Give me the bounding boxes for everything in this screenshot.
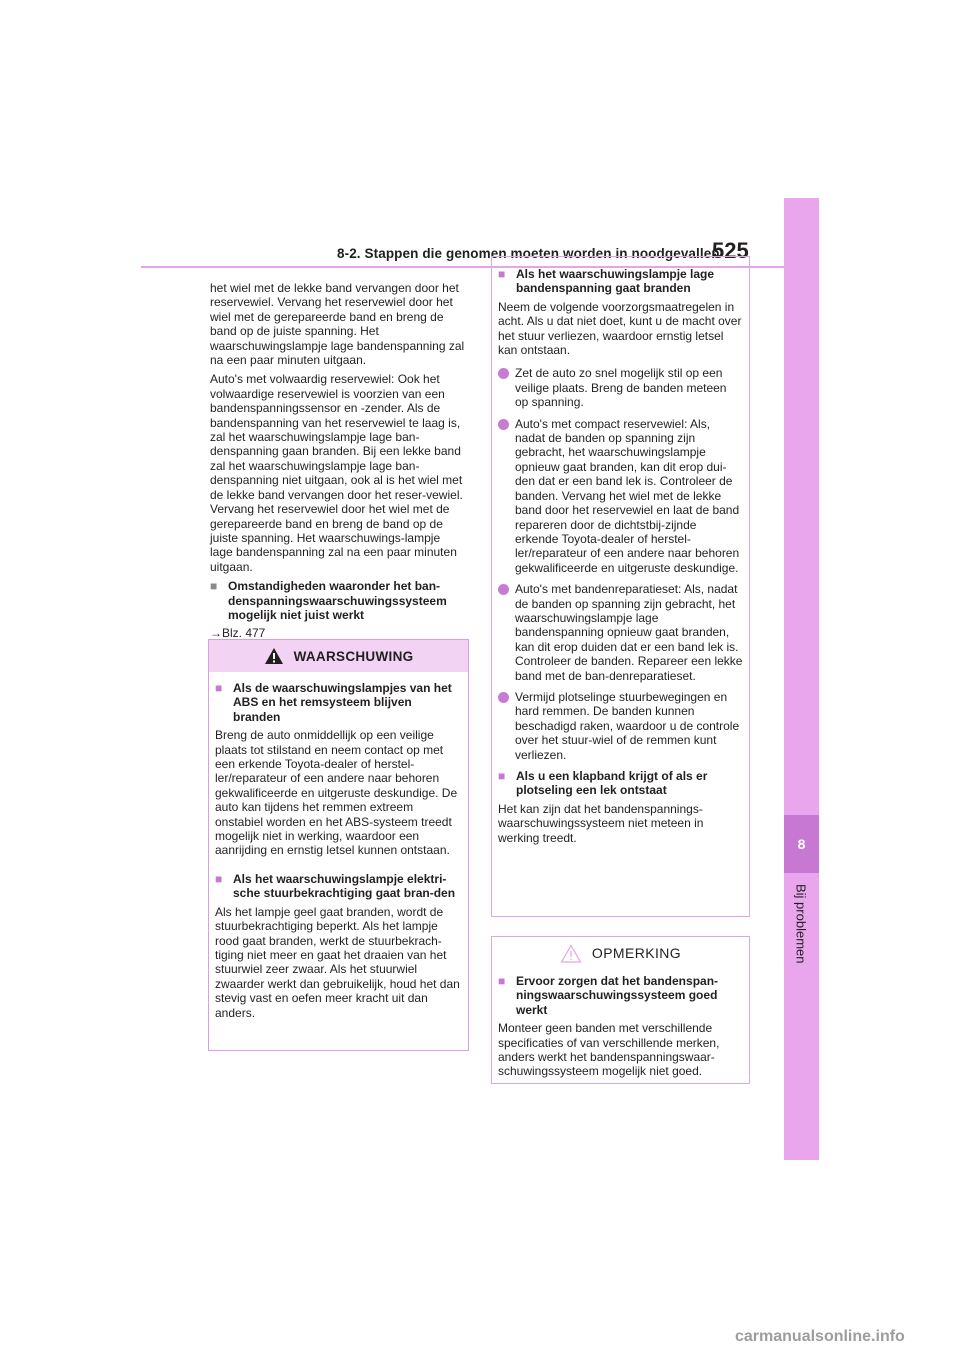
square-bullet-icon: ■ xyxy=(498,974,506,988)
warning-header xyxy=(209,640,468,672)
paragraph: het wiel met de lekke band vervangen door het reservewiel. Vervang het reservewiel door het wiel met de gerepareerde band en breng de band op de juiste spanning. Het waarschuwingslampje lage bandenspanning zal na een paar minuten uitgaan. xyxy=(210,281,465,368)
warning-body xyxy=(209,672,468,1020)
square-bullet-icon: ■ xyxy=(215,681,223,695)
warning-triangle-icon xyxy=(264,647,284,665)
paragraph: Neem de volgende voorzorgsmaatregelen in acht. Als u dat niet doet, kunt u de macht over het stuur verliezen, waardoor ernstig letsel kan ontstaan. xyxy=(498,299,742,358)
list-item-text: Vermijd plotselinge stuurbewegingen en hard remmen. De banden kunnen beschadigd raken, waardoor u de controle over het stuur-wiel of de remmen kunt verliezen. xyxy=(515,689,740,762)
watermark: carmanualsonline.info xyxy=(735,1328,905,1345)
round-bullet-icon xyxy=(498,584,509,595)
subheading-text: Omstandigheden waaronder het ban-denspanningswaarschuwingssysteem mogelijk niet juist werkt xyxy=(228,579,447,622)
subheading xyxy=(498,267,743,296)
round-bullet-icon xyxy=(498,692,509,703)
list-item-text: Zet de auto zo snel mogelijk stil op een veilige plaats. Breng de banden meteen op spanning. xyxy=(515,366,727,410)
list-item xyxy=(498,366,743,409)
subheading-text: Als het waarschuwingslampje lage bandenspanning gaat branden xyxy=(516,267,715,296)
round-bullet-icon xyxy=(498,368,509,379)
list-item-text: Auto's met bandenreparatieset: Als, nadat de banden op spanning zijn gebracht, het waarschuwingslampje lage bandenspanning opnieuw gaat branden, kan dit erop duiden dat er een band lek is. Controleer de banden. Repareer een lekke band met de ban-denreparatieset. xyxy=(515,582,743,683)
subheading xyxy=(210,579,466,622)
square-bullet-icon: ■ xyxy=(498,267,506,281)
paragraph: Breng de auto onmiddellijk op een veilige plaats tot stilstand en neem contact op met een erkende Toyota-dealer of herstel-ler/reparateur of een andere naar behoren gekwalificeerde en uitgeruste deskundige. De auto kan tijdens het remmen extreem onstabiel worden en het ABS-systeem treedt mogelijk niet in werking, waardoor een aanrijding en ernstig letsel kunnen ontstaan. xyxy=(215,728,458,858)
square-bullet-icon: ■ xyxy=(498,769,506,783)
subheading-text: Als u een klapband krijgt of als er plotseling een lek ontstaat xyxy=(516,769,708,798)
left-column xyxy=(210,281,466,646)
warning-box xyxy=(208,639,469,1051)
list-item-text: Auto's met compact reservewiel: Als, nadat de banden op spanning zijn gebracht, het waarschuwingslampje opnieuw gaat branden, kan dit erop dui-den dat er een band lek is. Controleer de banden. Vervang het wiel met de lekke band door het reservewiel en laat de band repareren door de dichtstbij-zijnde erkende Toyota-dealer of herstel-ler/reparateur of een andere naar behoren gekwalificeerde en uitgeruste deskundige. xyxy=(515,416,740,575)
round-bullet-icon xyxy=(498,419,509,430)
subheading xyxy=(498,974,743,1017)
paragraph: Het kan zijn dat het bandenspannings-waarschuwingssysteem niet meteen in werking treedt. xyxy=(498,801,704,845)
note-body xyxy=(492,969,749,1079)
caution-body xyxy=(492,257,749,845)
square-bullet-icon: ■ xyxy=(215,871,223,886)
chapter-side-tab xyxy=(784,198,819,1160)
note-title: OPMERKING xyxy=(591,945,682,961)
note-box xyxy=(491,936,750,1084)
caution-triangle-outline-icon xyxy=(560,944,582,963)
chapter-label: Bij problemen xyxy=(793,884,809,964)
list-item xyxy=(498,690,743,762)
list-item xyxy=(498,582,743,683)
subheading xyxy=(215,681,462,724)
caution-box xyxy=(491,256,750,917)
note-header xyxy=(492,937,749,969)
subheading-text: Ervoor zorgen dat het bandenspan-ningswaarschuwingssysteem goed werkt xyxy=(516,974,719,1017)
subheading-text: Als de waarschuwingslampjes van het ABS en het remsysteem blijven branden xyxy=(233,681,452,724)
subheading xyxy=(498,769,743,798)
page-number: 525 xyxy=(712,238,749,263)
page-reference-link[interactable]: →Blz. 477 xyxy=(210,626,266,641)
paragraph: Monteer geen banden met verschillende specificaties of van verschillende merken, anders werkt het bandenspanningswaar-schuwingssysteem mogelijk niet goed. xyxy=(498,1021,720,1079)
warning-title: WAARSCHUWING xyxy=(293,648,414,664)
chapter-number: 8 xyxy=(784,815,819,873)
section-title: 8-2. Stappen die genomen moeten worden in noodgevallen xyxy=(337,246,720,261)
paragraph: Als het lampje geel gaat branden, wordt de stuurbekrachtiging beperkt. Als het lampje rood gaat branden, werkt de stuurbekrach-tiging niet meer en gaat het draaien van het stuurwiel zeer zwaar. Als het stuurwiel zwaarder werkt dan gebruikelijk, houd het dan stevig vast en oefen meer kracht uit dan anders. xyxy=(215,904,460,1020)
list-item xyxy=(498,417,743,575)
square-bullet-icon: ■ xyxy=(210,579,218,594)
subheading-text: Als het waarschuwingslampje elektri-sche stuurbekrachtiging gaat bran-den xyxy=(233,871,456,901)
subheading xyxy=(215,872,462,901)
paragraph: Auto's met volwaardig reservewiel: Ook het volwaardige reservewiel is voorzien van een bandenspanningssensor en -zender. Als de bandenspanning van het reservewiel te laag is, zal het waarschuwingslampje lage ban-denspanning gaan branden. Bij een lekke band zal het waarschuwingslampje lage ban-denspanning niet uitgaan, ook al is het wiel met de lekke band vervangen door het reser-vewiel. Vervang het reservewiel door het wiel met de gerepareerde band en breng de band op de juiste spanning. Het waarschuwings-lampje lage bandenspanning zal na een paar minuten uitgaan. xyxy=(210,372,463,574)
